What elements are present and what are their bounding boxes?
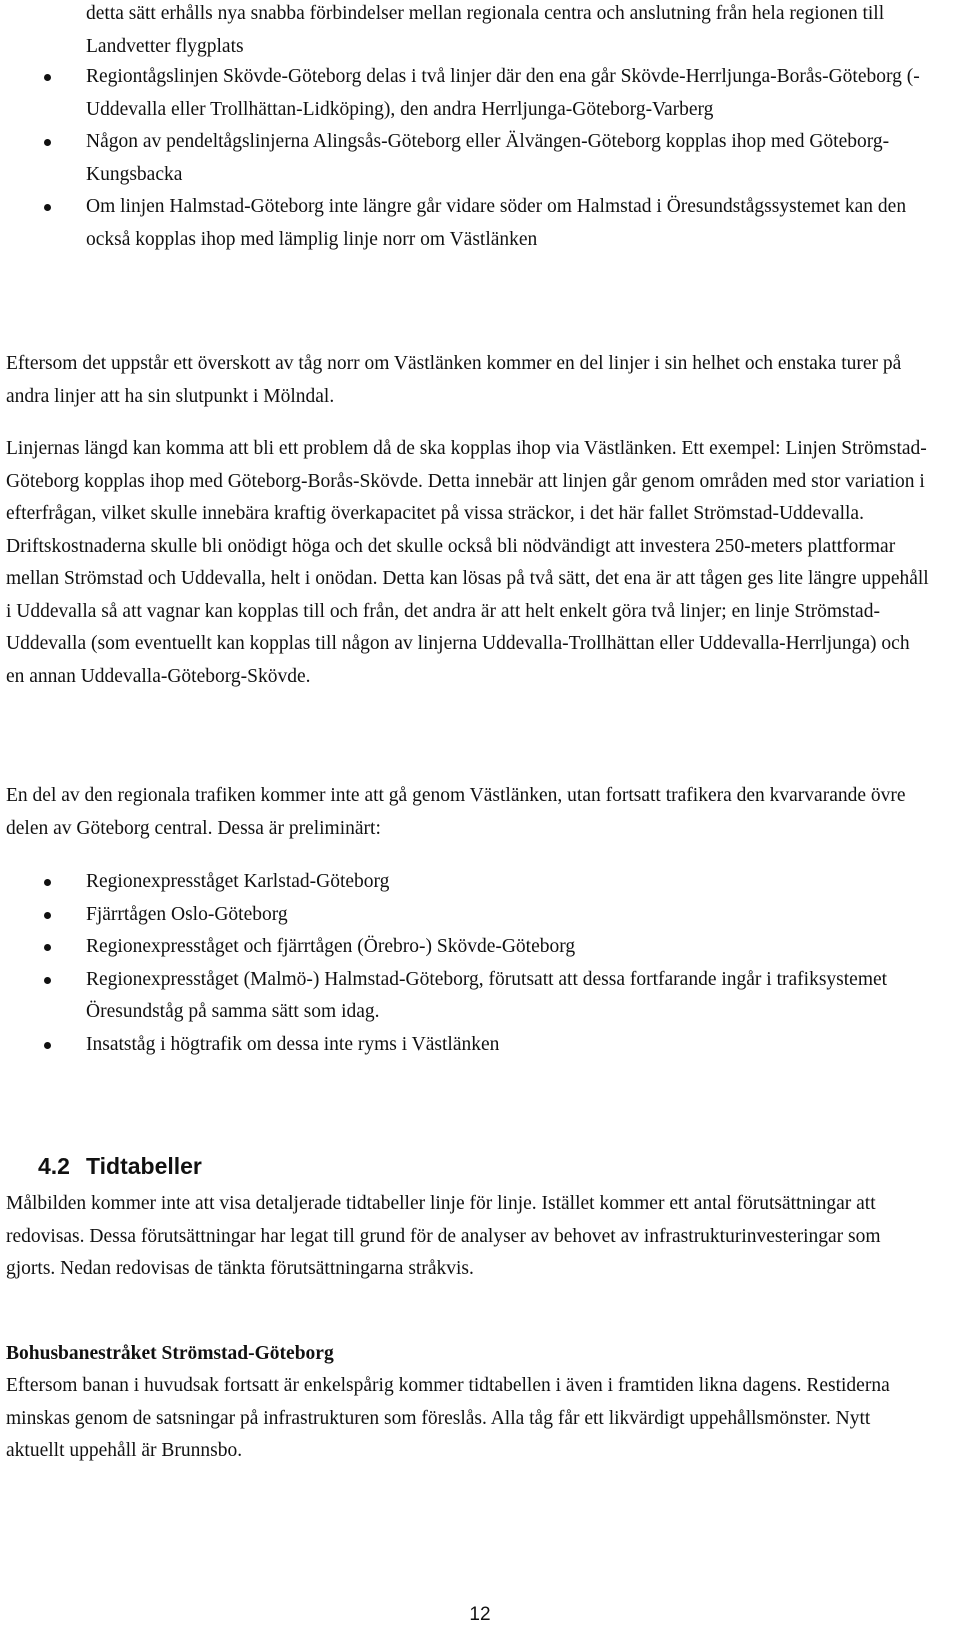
list-item-text: Regionexpresståget och fjärrtågen (Örebro-) Skövde-Göteborg bbox=[86, 936, 576, 957]
list-item bbox=[0, 931, 940, 964]
list-item-text: Regiontågslinjen Skövde-Göteborg delas i två linjer där den ena går Skövde-Herrljunga-Borås-Göteborg (-Uddevalla eller Trollhättan-Lidköping), den andra Herrljunga-Göteborg-Varberg bbox=[86, 66, 920, 120]
section-title: Tidtabeller bbox=[86, 1153, 202, 1179]
subheading-bohusbanan: Bohusbanestråket Strömstad-Göteborg bbox=[6, 1343, 334, 1364]
bullet-icon bbox=[44, 944, 51, 951]
list-item-text: Någon av pendeltågslinjerna Alingsås-Göteborg eller Älvängen-Göteborg kopplas ihop med Göteborg-Kungsbacka bbox=[86, 131, 890, 185]
list-item-text: Om linjen Halmstad-Göteborg inte längre går vidare söder om Halmstad i Öresundstågssystemet kan den också kopplas ihop med lämplig linje norr om Västlänken bbox=[86, 196, 907, 250]
bullet-icon bbox=[44, 879, 51, 886]
bullet-icon bbox=[44, 912, 51, 919]
section-number: 4.2 bbox=[38, 1153, 70, 1179]
paragraph-molndal: Eftersom det uppstår ett överskott av tåg norr om Västlänken kommer en del linjer i sin helhet och enstaka turer på andra linjer att ha sin slutpunkt i Mölndal. bbox=[6, 353, 902, 407]
continued-list-text: detta sätt erhålls nya snabba förbindelser mellan regionala centra och anslutning från hela regionen till Landvetter flygplats bbox=[86, 3, 885, 57]
bullet-icon bbox=[44, 139, 51, 146]
bullet-icon bbox=[44, 204, 51, 211]
list-item-text: Fjärrtågen Oslo-Göteborg bbox=[86, 903, 288, 925]
list-item-text: Regionexpresståget Karlstad-Göteborg bbox=[86, 871, 390, 892]
paragraph-regional-traffic: En del av den regionala trafiken kommer inte att gå genom Västlänken, utan fortsatt trafikera den kvarvarande övre delen av Göteborg central. Dessa är preliminärt: bbox=[6, 785, 906, 839]
paragraph-bohusbanan: Eftersom banan i huvudsak fortsatt är enkelspårig kommer tidtabellen i även i framtiden likna dagens. Restiderna minskas genom de satsningar på infrastrukturen som föreslås. Alla tåg får ett likvärdigt uppehållsmönster. Nytt aktuellt uppehåll är Brunnsbo. bbox=[6, 1375, 890, 1461]
section-intro: Målbilden kommer inte att visa detaljerade tidtabeller linje för linje. Istället kommer ett antal förutsättningar att redovisas. Dessa förutsättningar har legat till grund för de analyser av behovet av infrastrukturinvesteringar som gjorts. Nedan redovisas de tänkta förutsättningarna stråkvis. bbox=[6, 1193, 881, 1279]
bullet-icon bbox=[44, 977, 51, 984]
list-item bbox=[0, 964, 940, 1029]
section-heading bbox=[38, 1152, 202, 1180]
bottom-bullet-list bbox=[0, 866, 940, 1061]
top-bullet-list bbox=[0, 61, 940, 256]
paragraph-line-length: Linjernas längd kan komma att bli ett problem då de ska kopplas ihop via Västlänken. Ett exempel: Linjen Strömstad-Göteborg kopplas ihop med Göteborg-Borås-Skövde. Detta innebär att linjen går genom områden med stor variation i efterfrågan, vilket skulle innebära kraftig överkapacitet på vissa sträckor, i det här fallet Strömstad-Uddevalla. Driftskostnaderna skulle bli onödigt höga och det skulle också bli nödvändigt att investera 250-meters plattformar mellan Strömstad och Uddevalla, helt i onödan. Detta kan lösas på två sätt, det ena är att tågen ges lite längre uppehåll i Uddevalla så att vagnar kan kopplas till och från, det andra är att helt enkelt göra två linjer; en linje Strömstad-Uddevalla (som eventuellt kan kopplas till någon av linjerna Uddevalla-Trollhättan eller Uddevalla-Herrljunga) och en annan Uddevalla-Göteborg-Skövde. bbox=[6, 438, 929, 687]
list-item bbox=[0, 191, 940, 256]
list-item bbox=[0, 899, 940, 932]
page-number: 12 bbox=[469, 1604, 491, 1625]
bullet-icon bbox=[44, 1042, 51, 1049]
list-item bbox=[0, 61, 940, 126]
list-item bbox=[0, 866, 940, 899]
list-item-text: Regionexpresståget (Malmö-) Halmstad-Göteborg, förutsatt att dessa fortfarande ingår i trafiksystemet Öresundståg på samma sätt som idag. bbox=[86, 968, 888, 1022]
list-item bbox=[0, 1029, 940, 1062]
list-item-text: Insatståg i högtrafik om dessa inte ryms i Västlänken bbox=[86, 1033, 500, 1055]
list-item bbox=[0, 126, 940, 191]
bullet-icon bbox=[44, 74, 51, 81]
